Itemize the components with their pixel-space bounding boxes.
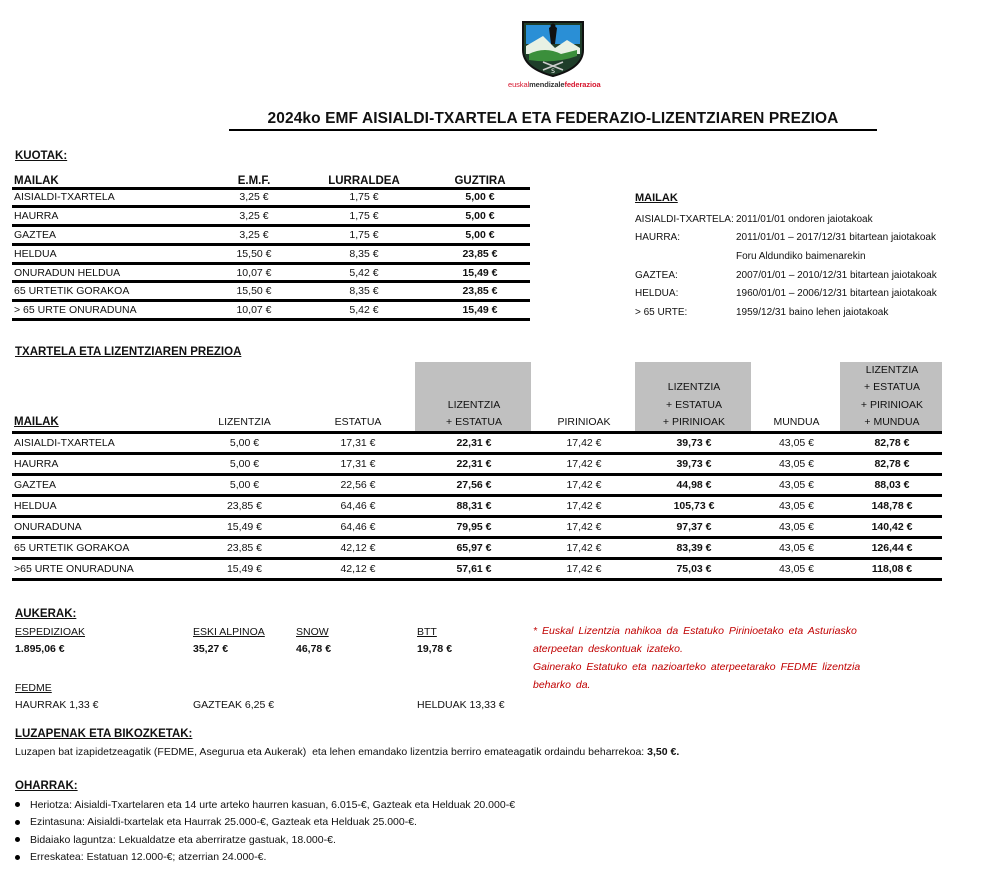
list-item: Ezintasuna: Aisialdi-txartelak eta Haurrak 25.000-€, Gazteak eta Helduak 25.000-€. [12, 814, 515, 832]
fedme-label: FEDME [15, 682, 52, 694]
lizentzia-estatua-value: 57,61 € [415, 559, 531, 580]
col-header-guztira: GUZTIRA [454, 174, 506, 187]
row-name: 65 URTETIK GORAKOA [12, 282, 208, 301]
option-label-btt: BTT [417, 626, 437, 638]
table-row [12, 226, 530, 245]
definition-row [635, 247, 937, 266]
option-value-btt: 19,78 € [417, 643, 453, 655]
guztira-value: 5,00 € [428, 188, 530, 207]
fedme-helduak: HELDUAK 13,33 € [417, 699, 505, 711]
lizentzia-value: 23,85 € [188, 496, 299, 517]
lurraldea-value: 8,35 € [298, 282, 428, 301]
fedme-gazteak: GAZTEAK 6,25 € [193, 699, 275, 711]
prezioa-table [12, 362, 942, 581]
row-name: GAZTEA [12, 475, 188, 496]
lurraldea-value: 8,35 € [298, 244, 428, 263]
lizentzia-value: 15,49 € [188, 559, 299, 580]
row-name: >65 URTE ONURADUNA [12, 559, 188, 580]
total-value: 148,78 € [840, 496, 942, 517]
estatua-value: 22,56 € [299, 475, 415, 496]
col-header-pirinioak: PIRINIOAK [557, 415, 611, 428]
guztira-value: 5,00 € [428, 207, 530, 226]
federation-logo [508, 20, 601, 92]
lurraldea-value: 1,75 € [298, 207, 428, 226]
estatua-value: 42,12 € [299, 559, 415, 580]
col-header-mailak: MAILAK [14, 415, 59, 428]
definition-value: 1959/12/31 baino lehen jaiotakoak [736, 306, 889, 318]
option-label-snow: SNOW [296, 626, 329, 638]
table-row [12, 433, 942, 454]
emf-value: 15,50 € [208, 244, 298, 263]
mundua-value: 43,05 € [751, 454, 840, 475]
definition-row [635, 229, 937, 248]
pirinioak-value: 17,42 € [531, 538, 635, 559]
luzapenak-text: Luzapen bat izapidetzeagatik (FEDME, Asegurua eta Aukerak) eta lehen emandako lizentzia berriro emateagatik ordaindu beharrekoa: 3,50 €. [15, 746, 680, 758]
lizentzia-estatua-pirinioak-value: 39,73 € [635, 433, 751, 454]
table-row [12, 263, 530, 282]
lurraldea-value: 1,75 € [298, 188, 428, 207]
shield-emblem-icon [515, 20, 591, 78]
bullet-icon [15, 855, 20, 860]
total-value: 88,03 € [840, 475, 942, 496]
row-name: HAURRA [12, 207, 208, 226]
emf-value: 3,25 € [208, 226, 298, 245]
guztira-value: 15,49 € [428, 301, 530, 320]
lizentzia-estatua-pirinioak-value: 75,03 € [635, 559, 751, 580]
lizentzia-value: 5,00 € [188, 475, 299, 496]
option-value-eski-alpinoa: 35,27 € [193, 643, 229, 655]
col-header-mailak: MAILAK [14, 174, 59, 187]
definition-value: 1960/01/01 – 2006/12/31 bitartean jaiotakoak [736, 288, 937, 300]
col-header-estatua: ESTATUA [334, 415, 382, 428]
definition-value: Foru Aldundiko baimenarekin [736, 250, 866, 262]
table-row [12, 282, 530, 301]
list-item: Bidaiako laguntza: Lekualdatze eta aberriratze gastuak, 18.000-€. [12, 831, 515, 849]
total-value: 82,78 € [840, 433, 942, 454]
pirinioak-value: 17,42 € [531, 475, 635, 496]
list-item: Erreskatea: Estatuan 12.000-€; atzerrian 24.000-€. [12, 849, 515, 867]
fedme-haurrak: HAURRAK 1,33 € [15, 699, 99, 711]
col-header-mundua: MUNDUA [773, 415, 820, 428]
mailak-definitions [635, 192, 937, 322]
emf-value: 10,07 € [208, 301, 298, 320]
definition-row [635, 303, 937, 322]
definition-row [635, 266, 937, 285]
pirinioak-value: 17,42 € [531, 517, 635, 538]
guztira-value: 23,85 € [428, 244, 530, 263]
kuotak-heading: KUOTAK: [15, 150, 68, 162]
col-header-lizentzia-estatua-pirinioak-mundua: LIZENTZIA + ESTATUA + PIRINIOAK + MUNDUA [840, 362, 942, 433]
total-value: 126,44 € [840, 538, 942, 559]
emf-value: 3,25 € [208, 207, 298, 226]
mundua-value: 43,05 € [751, 538, 840, 559]
total-value: 118,08 € [840, 559, 942, 580]
row-name: AISIALDI-TXARTELA [12, 188, 208, 207]
lizentzia-estatua-pirinioak-value: 83,39 € [635, 538, 751, 559]
prezioa-heading: TXARTELA ETA LIZENTZIAREN PREZIOA [15, 346, 242, 358]
page-title: 2024ko EMF AISIALDI-TXARTELA ETA FEDERAZIO-LIZENTZIAREN PREZIOA [229, 110, 877, 131]
row-name: HELDUA [12, 496, 188, 517]
table-row [12, 559, 942, 580]
lurraldea-value: 5,42 € [298, 263, 428, 282]
oharrak-list [12, 796, 515, 866]
pirinioak-value: 17,42 € [531, 454, 635, 475]
total-value: 140,42 € [840, 517, 942, 538]
pirinioak-value: 17,42 € [531, 433, 635, 454]
estatua-value: 17,31 € [299, 454, 415, 475]
estatua-value: 64,46 € [299, 496, 415, 517]
emf-value: 10,07 € [208, 263, 298, 282]
table-row [12, 517, 942, 538]
definition-key: AISIALDI-TXARTELA: [635, 213, 734, 225]
table-row [12, 188, 530, 207]
definition-row [635, 210, 937, 229]
row-name: > 65 URTE ONURADUNA [12, 301, 208, 320]
definition-value: 2011/01/01 – 2017/12/31 bitartean jaiotakoak [736, 232, 936, 244]
estatua-value: 17,31 € [299, 433, 415, 454]
lurraldea-value: 5,42 € [298, 301, 428, 320]
lizentzia-estatua-pirinioak-value: 39,73 € [635, 454, 751, 475]
col-header-lurraldea: LURRALDEA [328, 174, 400, 187]
lizentzia-value: 5,00 € [188, 454, 299, 475]
estatua-value: 42,12 € [299, 538, 415, 559]
lurraldea-value: 1,75 € [298, 226, 428, 245]
svg-text:S: S [551, 68, 555, 75]
lizentzia-estatua-value: 22,31 € [415, 454, 531, 475]
table-row [12, 538, 942, 559]
mundua-value: 43,05 € [751, 475, 840, 496]
lizentzia-estatua-pirinioak-value: 105,73 € [635, 496, 751, 517]
lizentzia-note [533, 622, 873, 694]
row-name: ONURADUNA [12, 517, 188, 538]
total-value: 82,78 € [840, 454, 942, 475]
col-header-lizentzia-estatua-pirinioak: LIZENTZIA + ESTATUA + PIRINIOAK [635, 362, 751, 433]
row-name: GAZTEA [12, 226, 208, 245]
row-name: AISIALDI-TXARTELA [12, 433, 188, 454]
mundua-value: 43,05 € [751, 559, 840, 580]
emf-value: 15,50 € [208, 282, 298, 301]
table-header-row [12, 168, 530, 188]
table-header-row [12, 362, 942, 433]
row-name: 65 URTETIK GORAKOA [12, 538, 188, 559]
luzapenak-heading: LUZAPENAK ETA BIKOZKETAK: [15, 728, 193, 740]
definition-key: HAURRA: [635, 232, 681, 244]
lizentzia-estatua-value: 22,31 € [415, 433, 531, 454]
table-row [12, 244, 530, 263]
bullet-icon [15, 802, 20, 807]
col-header-lizentzia: LIZENTZIA [218, 415, 271, 428]
guztira-value: 23,85 € [428, 282, 530, 301]
list-item: Heriotza: Aisialdi-Txartelaren eta 14 urte arteko haurren kasuan, 6.015-€, Gazteak eta Helduak 20.000-€ [12, 796, 515, 814]
mailak-info-heading: MAILAK [635, 192, 678, 204]
row-name: HAURRA [12, 454, 188, 475]
emf-value: 3,25 € [208, 188, 298, 207]
table-row [12, 301, 530, 320]
pirinioak-value: 17,42 € [531, 496, 635, 517]
option-value-snow: 46,78 € [296, 643, 332, 655]
table-row [12, 454, 942, 475]
lizentzia-value: 15,49 € [188, 517, 299, 538]
definition-key: HELDUA: [635, 288, 679, 300]
lizentzia-value: 23,85 € [188, 538, 299, 559]
mundua-value: 43,05 € [751, 517, 840, 538]
note-line-2: Gainerako Estatuko eta nazioarteko aterpeetarako FEDME lizentzia beharko da. [533, 661, 861, 691]
row-name: ONURADUN HELDUA [12, 263, 208, 282]
option-label-espedizioak: ESPEDIZIOAK [15, 626, 86, 638]
mundua-value: 43,05 € [751, 433, 840, 454]
bullet-icon [15, 820, 20, 825]
definition-key: > 65 URTE: [635, 306, 688, 318]
aukerak-heading: AUKERAK: [15, 608, 77, 620]
lizentzia-estatua-value: 27,56 € [415, 475, 531, 496]
kuotak-table [12, 168, 530, 321]
definition-value: 2007/01/01 – 2010/12/31 bitartean jaiotakoak [736, 269, 937, 281]
estatua-value: 64,46 € [299, 517, 415, 538]
table-row [12, 496, 942, 517]
col-header-emf: E.M.F. [237, 174, 271, 187]
guztira-value: 5,00 € [428, 226, 530, 245]
lizentzia-estatua-pirinioak-value: 44,98 € [635, 475, 751, 496]
oharrak-heading: OHARRAK: [15, 780, 78, 792]
definition-key: GAZTEA: [635, 269, 678, 281]
note-line-1: * Euskal Lizentzia nahikoa da Estatuko Pirinioetako eta Asturiasko aterpeetan deskontuak izateko. [533, 625, 857, 655]
definition-value: 2011/01/01 ondoren jaiotakoak [736, 213, 873, 225]
table-row [12, 475, 942, 496]
logo-wordmark: euskalmendizalefederazioa [508, 80, 601, 89]
guztira-value: 15,49 € [428, 263, 530, 282]
option-label-eski-alpinoa: ESKI ALPINOA [193, 626, 265, 638]
lizentzia-estatua-pirinioak-value: 97,37 € [635, 517, 751, 538]
table-row [12, 207, 530, 226]
bullet-icon [15, 837, 20, 842]
row-name: HELDUA [12, 244, 208, 263]
lizentzia-estatua-value: 65,97 € [415, 538, 531, 559]
lizentzia-value: 5,00 € [188, 433, 299, 454]
col-header-lizentzia-estatua: LIZENTZIA + ESTATUA [415, 362, 531, 433]
luzapenak-amount: 3,50 €. [647, 746, 680, 758]
lizentzia-estatua-value: 79,95 € [415, 517, 531, 538]
lizentzia-estatua-value: 88,31 € [415, 496, 531, 517]
mundua-value: 43,05 € [751, 496, 840, 517]
definition-row [635, 284, 937, 303]
option-value-espedizioak: 1.895,06 € [15, 643, 65, 655]
pirinioak-value: 17,42 € [531, 559, 635, 580]
